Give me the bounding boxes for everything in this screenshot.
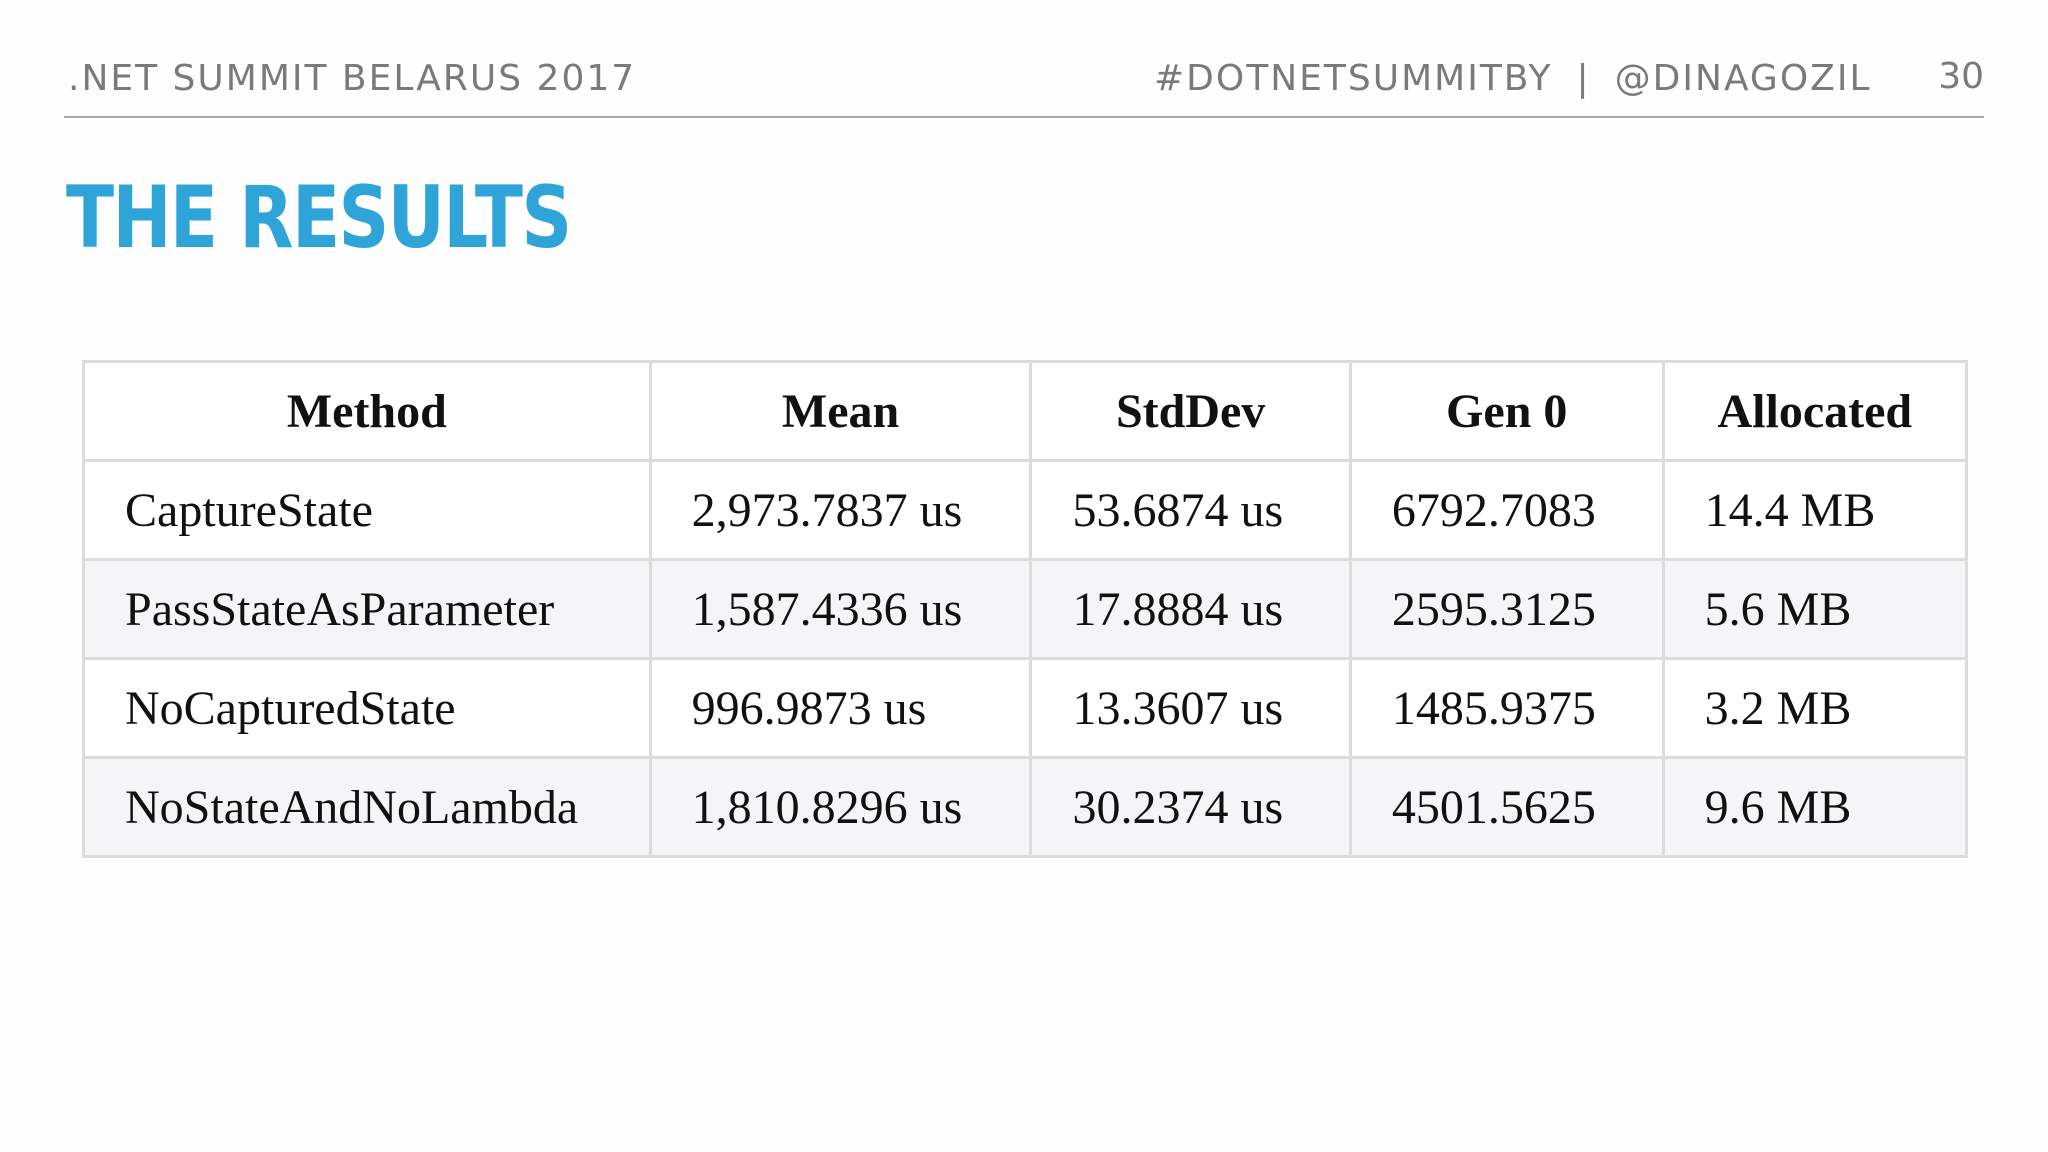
cell-method: PassStateAsParameter (84, 560, 651, 659)
column-header-mean: Mean (650, 362, 1031, 461)
cell-stddev: 17.8884 us (1031, 560, 1350, 659)
column-header-allocated: Allocated (1663, 362, 1966, 461)
social-tags (1154, 58, 1872, 99)
table-header-row (84, 362, 1967, 461)
cell-stddev: 30.2374 us (1031, 758, 1350, 857)
table-row (84, 560, 1967, 659)
column-header-method: Method (84, 362, 651, 461)
results-table (82, 360, 1968, 858)
cell-allocated: 5.6 MB (1663, 560, 1966, 659)
cell-gen0: 6792.7083 (1350, 461, 1663, 560)
cell-gen0: 2595.3125 (1350, 560, 1663, 659)
cell-stddev: 13.3607 us (1031, 659, 1350, 758)
twitter-handle: @DINAGOZIL (1614, 58, 1872, 99)
cell-gen0: 1485.9375 (1350, 659, 1663, 758)
column-header-gen0: Gen 0 (1350, 362, 1663, 461)
hashtag: #DOTNETSUMMITBY (1154, 58, 1553, 99)
cell-mean: 996.9873 us (650, 659, 1031, 758)
header-divider (64, 116, 1984, 118)
column-header-stddev: StdDev (1031, 362, 1350, 461)
cell-mean: 1,810.8296 us (650, 758, 1031, 857)
cell-stddev: 53.6874 us (1031, 461, 1350, 560)
cell-gen0: 4501.5625 (1350, 758, 1663, 857)
cell-method: CaptureState (84, 461, 651, 560)
cell-allocated: 9.6 MB (1663, 758, 1966, 857)
cell-mean: 1,587.4336 us (650, 560, 1031, 659)
cell-allocated: 14.4 MB (1663, 461, 1966, 560)
page-number: 30 (1938, 56, 1984, 97)
header-separator: | (1576, 58, 1591, 99)
cell-allocated: 3.2 MB (1663, 659, 1966, 758)
table-row (84, 758, 1967, 857)
slide-title: THE RESULTS (66, 168, 571, 268)
event-name: .NET SUMMIT BELARUS 2017 (68, 58, 637, 99)
table-row (84, 659, 1967, 758)
cell-method: NoCapturedState (84, 659, 651, 758)
cell-mean: 2,973.7837 us (650, 461, 1031, 560)
cell-method: NoStateAndNoLambda (84, 758, 651, 857)
table-row (84, 461, 1967, 560)
